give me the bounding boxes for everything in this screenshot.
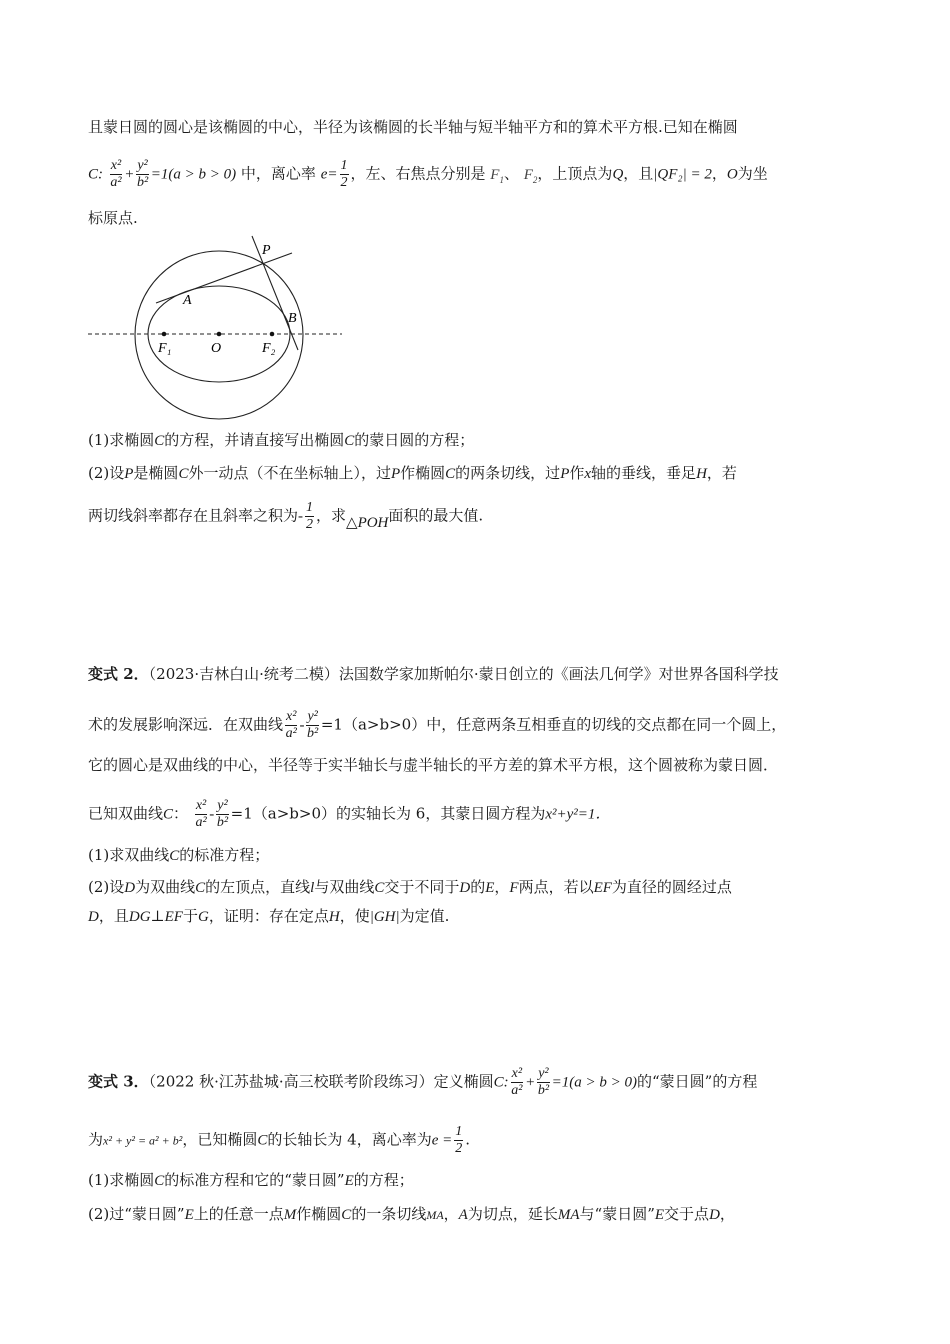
- text-origin: 为坐: [737, 164, 768, 183]
- v2-line-4: 已知双曲线C： $\frac{\text{x²}}{\text{a²}}$ - $\frac{\text{y²}}{\text{b²}}$ =1（a>b>0）的实轴长为 6，其蒙日圆方程为x²+y²=1．: [88, 798, 611, 830]
- q1-line: (1)求椭圆C的方程，并请直接写出椭圆C的蒙日圆的方程；: [88, 431, 475, 449]
- triangle-poh: △POH: [346, 514, 389, 531]
- f1-label: $F_1$: [490, 166, 504, 185]
- label-p: P: [262, 243, 271, 258]
- v2-line-3: 它的圆心是双曲线的中心，半径等于实半轴长与虚半轴长的平方差的算术平方根，这个圆被称为蒙日圆．: [88, 756, 779, 774]
- v3-q2: (2)过“蒙日圆”E上的任意一点M作椭圆C的一条切线MA，A为切点，延长MA与“蒙日圆”E交于点D，: [88, 1205, 735, 1223]
- intro-line-1: 且蒙日圆的圆心是该椭圆的中心，半径为该椭圆的长半轴与短半轴平方和的算术平方根.已知在椭圆: [88, 118, 738, 136]
- label-f2: F₂: [262, 341, 276, 356]
- v2-q2-line-1: (2)设D为双曲线C的左顶点，直线l与双曲线C交于不同于D的E，F两点，若以EF为直径的圆经过点: [88, 878, 732, 896]
- v3-q1: (1)求椭圆C的标准方程和它的“蒙日圆”E的方程；: [88, 1171, 414, 1189]
- point-f2: [270, 332, 275, 337]
- ellipse-figure: [80, 232, 360, 422]
- intro-line-3: 标原点.: [88, 209, 138, 227]
- v2-source: （2023·吉林白山·统考二模）法国数学家加斯帕尔·蒙日创立的《画法几何学》对世界各国科学技: [148, 665, 779, 683]
- cond-ab: (a > b > 0): [168, 166, 237, 183]
- frac-half-2: $\frac{1}{2}$: [306, 500, 314, 532]
- label-f1: F₁: [158, 341, 172, 356]
- text-and: ，且: [623, 164, 654, 183]
- f2-label: $F_2$: [523, 166, 538, 185]
- v2-line-1: [88, 664, 779, 684]
- text-top: ，上顶点为: [537, 164, 613, 183]
- v3-line-2: 为x² + y² = a² + b²，已知椭圆C的长轴长为 4，离心率为e = $\frac{1}{2}$ .: [88, 1124, 471, 1156]
- ellipse-label: C: [88, 166, 99, 183]
- v3-title: 变式 3．: [88, 1072, 149, 1091]
- frac-x2-a2: $\frac{\text{x²}}{\text{a²}}$: [110, 158, 122, 190]
- colon: :: [98, 166, 104, 183]
- intro-line-2: C: $\frac{\text{x²}}{\text{a²}}$ + $\frac{\text{y²}}{\text{b²}}$ =1(a > b > 0) 中，离心率 e= $\frac{1}{2}$ ，左、右焦点分别是 $F_1$、 $F_2$，上顶点为Q，且|QF₂| = 2，O为坐: [88, 158, 768, 190]
- point-f1: [162, 332, 167, 337]
- v2-line-2: 术的发展影响深远．在双曲线 $\frac{\text{x²}}{\text{a²}}$ - $\frac{\text{y²}}{\text{b²}}$ =1（a>b>0）中，任意两条互相垂直的切线的交点都在同一个圆上，: [88, 709, 787, 741]
- tangent-line-pa: [156, 253, 292, 303]
- point-o: [217, 332, 222, 337]
- q2-line-1: (2)设P是椭圆C外一动点（不在坐标轴上），过P作椭圆C的两条切线，过P作x轴的垂线，垂足H，若: [88, 464, 737, 482]
- v3-line-1: 变式 3．（2022 秋·江苏盐城·高三校联考阶段练习）定义椭圆C: $\frac{\text{x²}}{\text{a²}}$ + $\frac{\text{y²}}{\text{b²}}$ =1(a > b > 0)的“蒙日圆”的方程: [88, 1066, 758, 1098]
- frac-y2-b2: $\frac{\text{y²}}{\text{b²}}$: [136, 158, 149, 190]
- label-a: A: [183, 293, 192, 308]
- v2-q2-line-2: D，且DG⊥EF于G，证明：存在定点H，使|GH|为定值.: [88, 907, 450, 925]
- v2-q1: (1)求双曲线C的标准方程；: [88, 846, 270, 864]
- q-label: Q: [612, 166, 624, 183]
- eq-one: =1: [150, 166, 169, 183]
- qf2-length: |QF₂| = 2: [653, 166, 712, 183]
- q2-line-2: 两切线斜率都存在且斜率之积为- $\frac{1}{2}$ ，求△POH面积的最大值.: [88, 500, 484, 532]
- ecc-var: e: [320, 166, 328, 183]
- text-foci: ，左、右焦点分别是: [350, 164, 486, 183]
- v2-title: 变式 2．: [88, 665, 149, 683]
- frac-half: $\frac{1}{2}$: [340, 158, 348, 190]
- text-mid: 中，离心率: [240, 164, 316, 183]
- o-label: O: [726, 166, 738, 183]
- label-b: B: [288, 311, 297, 326]
- label-o: O: [211, 341, 222, 356]
